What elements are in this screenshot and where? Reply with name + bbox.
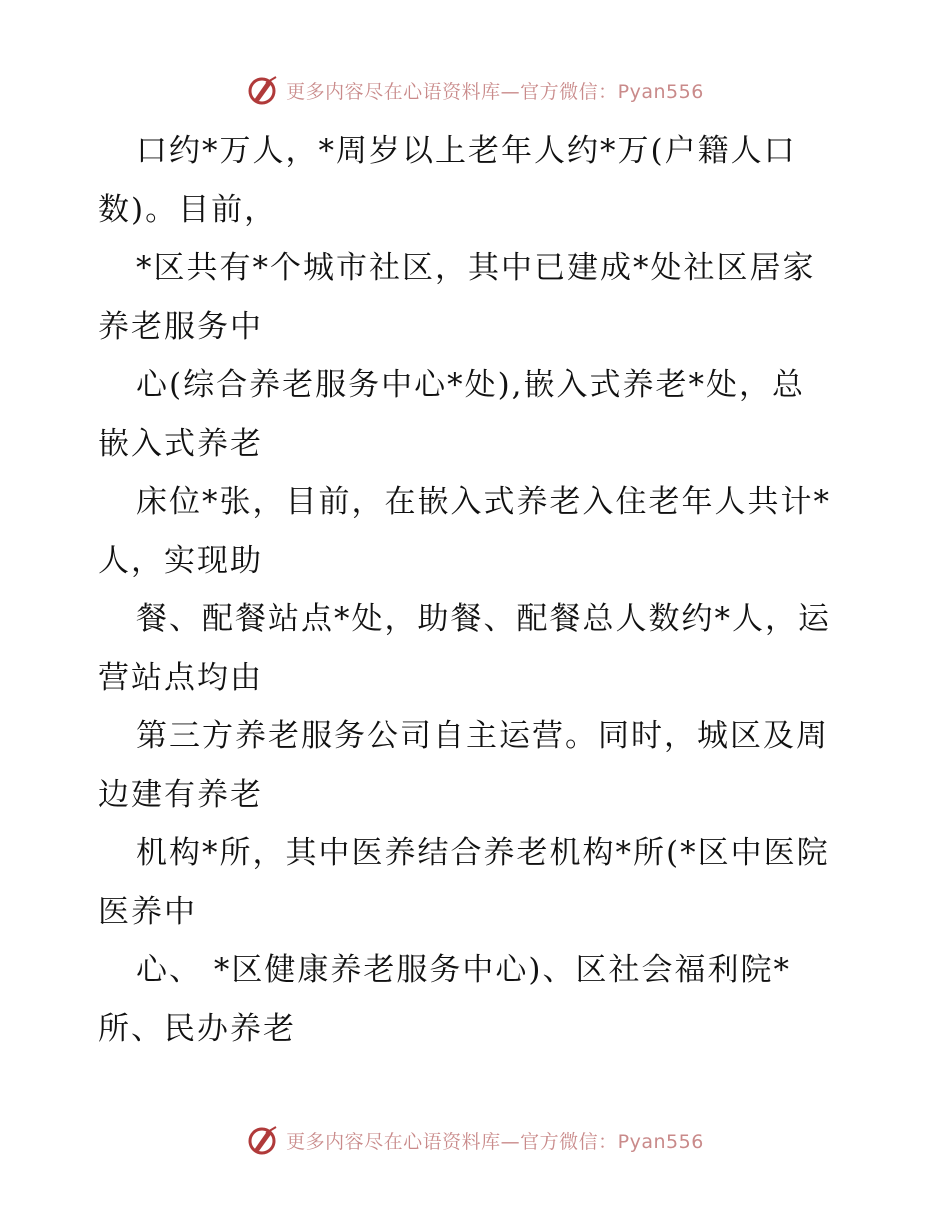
body-line: 营站点均由 <box>98 659 263 696</box>
footer-watermark-text: 更多内容尽在心语资料库—官方微信：Pyan556 <box>286 1130 704 1153</box>
body-line: 床位*张，目前，在嵌入式养老入住老年人共计* <box>136 484 831 520</box>
body-line: 所、民办养老 <box>98 1010 296 1047</box>
body-line: 数)。目前， <box>98 191 278 228</box>
body-line: 餐、配餐站点*处，助餐、配餐总人数约*人，运 <box>136 601 831 637</box>
body-line: 口约*万人，*周岁以上老年人约*万(户籍人口 <box>136 133 797 169</box>
body-line: 第三方养老服务公司自主运营。同时，城区及周 <box>136 718 829 754</box>
body-line: 机构*所，其中医养结合养老机构*所(*区中医院 <box>136 835 830 871</box>
quill-pen-icon <box>246 74 278 106</box>
body-line: *区共有*个城市社区，其中已建成*处社区居家 <box>136 250 816 286</box>
body-line: 心、 *区健康养老服务中心)、区社会福利院* <box>136 952 791 988</box>
body-line: 嵌入式养老 <box>98 425 263 462</box>
document-body <box>98 122 858 1058</box>
footer-watermark <box>0 1122 950 1158</box>
body-line: 养老服务中 <box>98 308 263 345</box>
header-watermark <box>0 72 950 108</box>
body-line: 边建有养老 <box>98 776 263 813</box>
body-line: 医养中 <box>98 893 197 930</box>
quill-pen-icon <box>246 1124 278 1156</box>
body-line: 心(综合养老服务中心*处),嵌入式养老*处，总 <box>136 367 806 403</box>
body-line: 人，实现助 <box>98 542 263 579</box>
header-watermark-text: 更多内容尽在心语资料库—官方微信：Pyan556 <box>286 80 704 103</box>
